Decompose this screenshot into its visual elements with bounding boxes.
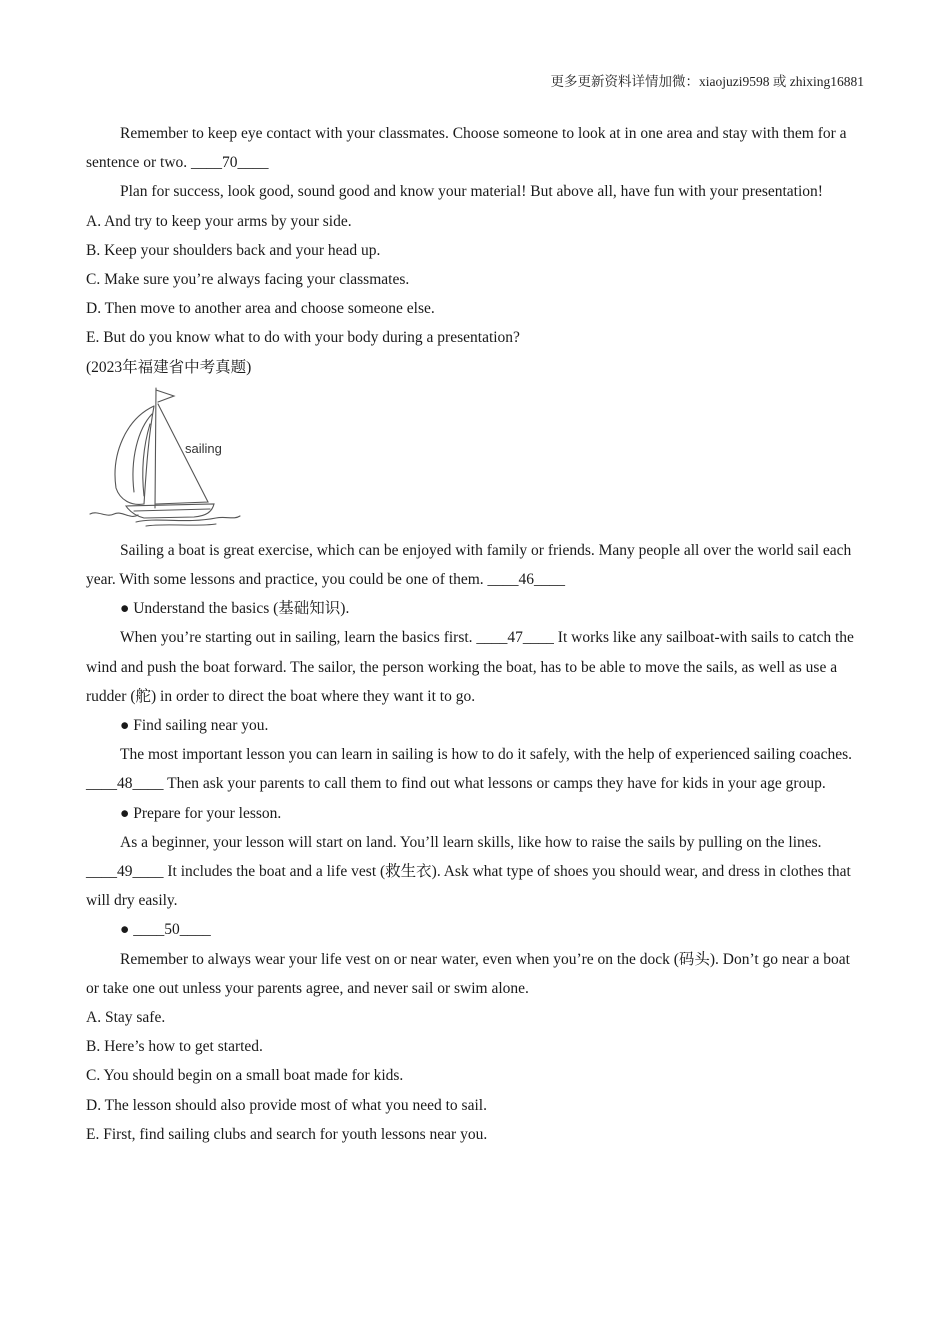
passage2-option-c: C. You should begin on a small boat made for kids. [86, 1067, 404, 1085]
passage1-option-b: B. Keep your shoulders back and your head up. [86, 241, 381, 259]
passage1-option-e: E. But do you know what to do with your body during a presentation? [86, 329, 520, 347]
passage1-option-c: C. Make sure you’re always facing your classmates. [86, 271, 410, 289]
passage1-option-d: D. Then move to another area and choose someone else. [86, 300, 435, 318]
section-heading: ● Prepare for your lesson. [120, 804, 282, 822]
sailboat-figure [86, 384, 858, 531]
page-header-note: 更多更新资料详情加微：xiaojuzi9598 或 zhixing16881 [550, 74, 864, 89]
passage1-paragraph: Remember to keep eye contact with your classmates. Choose someone to look at in one area and stay with them for a sentence or two. ____70____ [86, 125, 847, 172]
exam-source: (2023年福建省中考真题) [86, 358, 252, 376]
section-body: Remember to always wear your life vest on or near water, even when you’re on the dock (码头). Don’t go near a boat or take one out unless your parents agree, and never sail or swim alone. [86, 950, 850, 997]
section-body: As a beginner, your lesson will start on land. You’ll learn skills, like how to raise the sails by pulling on the lines. ____49____ It includes the boat and a life vest (救生衣). Ask what type of shoes you should wear, and dress in clothes that will dry easily. [86, 833, 851, 910]
passage2-option-b: B. Here’s how to get started. [86, 1038, 263, 1056]
passage2-option-e: E. First, find sailing clubs and search for youth lessons near you. [86, 1125, 488, 1143]
sailing-label: sailing [185, 440, 222, 456]
section-body: When you’re starting out in sailing, learn the basics first. ____47____ It works like any sailboat-with sails to catch the wind and push the boat forward. The sailor, the person working the boat, has to be able to move the sails, as well as use a rudder (舵) in order to direct the boat where they want it to go. [86, 629, 854, 705]
section-heading: ● ____50____ [120, 921, 211, 939]
passage2-intro: Sailing a boat is great exercise, which can be enjoyed with family or friends. Many people all over the world sail each year. With some lessons and practice, you could be one of them. ____46____ [86, 541, 852, 589]
passage2-option-a: A. Stay safe. [86, 1009, 166, 1027]
passage2-option-d: D. The lesson should also provide most of what you need to sail. [86, 1096, 487, 1114]
passage1-paragraph: Plan for success, look good, sound good and know your material! But above all, have fun with your presentation! [120, 183, 823, 201]
passage1-option-a: A. And try to keep your arms by your side. [86, 212, 352, 230]
sailboat-icon [86, 384, 246, 531]
document-body [86, 119, 858, 1149]
section-body: The most important lesson you can learn in sailing is how to do it safely, with the help of experienced sailing coaches. ____48____ Then ask your parents to call them to find out what lessons or camps they have for kids in your age group. [86, 746, 853, 793]
section-heading: ● Understand the basics (基础知识). [120, 600, 350, 618]
section-heading: ● Find sailing near you. [120, 717, 269, 735]
